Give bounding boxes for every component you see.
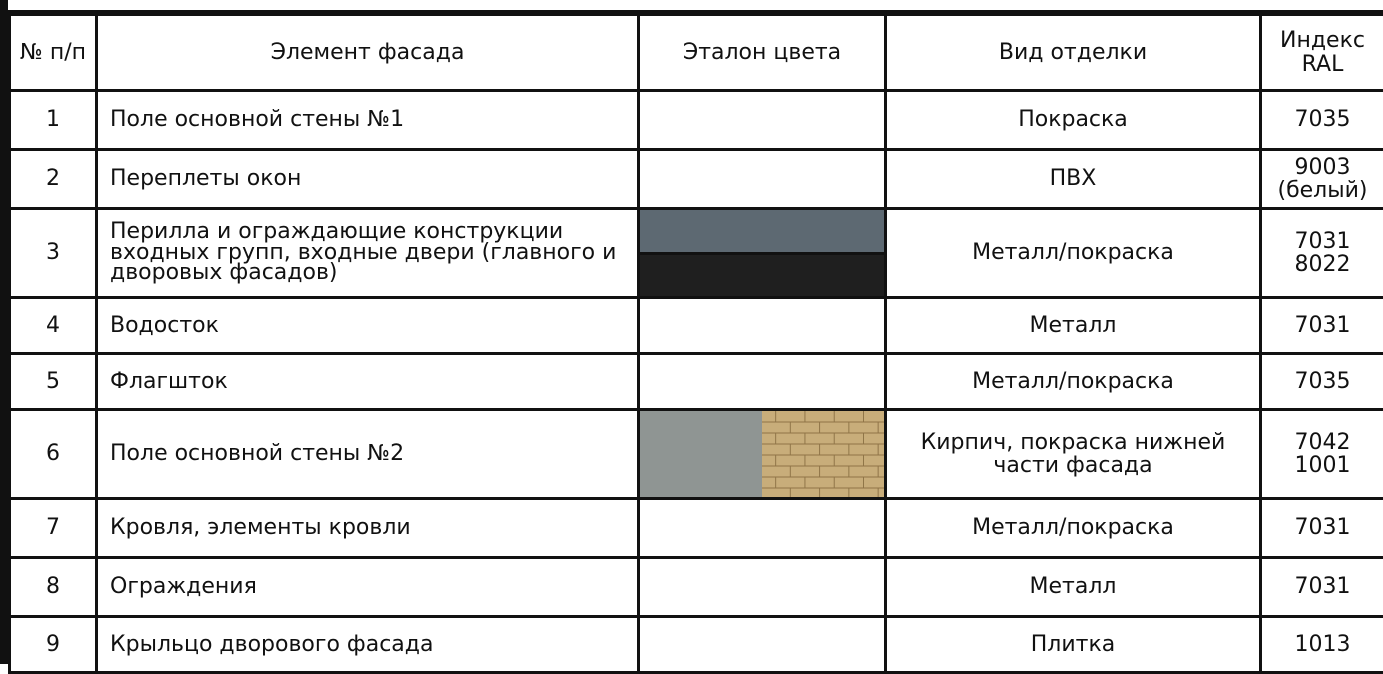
- table-row: [10, 617, 1383, 673]
- color-swatch: [639, 298, 886, 354]
- table-row: [10, 209, 1383, 298]
- color-swatch: [639, 150, 886, 209]
- table-row: [10, 150, 1383, 209]
- row-element: Ограждения: [97, 558, 639, 617]
- color-swatch: [639, 617, 886, 673]
- color-swatch: [639, 91, 886, 150]
- header-element: Элемент фасада: [97, 15, 639, 91]
- color-swatch: [639, 558, 886, 617]
- row-num: 1: [10, 91, 97, 150]
- header-color: Эталон цвета: [639, 15, 886, 91]
- left-border: [0, 0, 8, 664]
- table-header-row: [10, 15, 1383, 91]
- row-element: Крыльцо дворового фасада: [97, 617, 639, 673]
- color-swatch: [639, 410, 886, 499]
- row-num: 9: [10, 617, 97, 673]
- swatch-paint: [640, 411, 762, 497]
- swatch-brick: [762, 411, 884, 497]
- row-num: 8: [10, 558, 97, 617]
- table-row: [10, 499, 1383, 558]
- color-swatch: [639, 354, 886, 410]
- table-row: [10, 558, 1383, 617]
- row-ral: 7035: [1261, 91, 1383, 150]
- row-element: Переплеты окон: [97, 150, 639, 209]
- row-element: Поле основной стены №2: [97, 410, 639, 499]
- row-finish: Плитка: [886, 617, 1261, 673]
- header-finish: Вид отделки: [886, 15, 1261, 91]
- row-ral: 1013: [1261, 617, 1383, 673]
- color-swatch: [639, 209, 886, 298]
- row-finish: Металл/покраска: [886, 354, 1261, 410]
- row-element: Флагшток: [97, 354, 639, 410]
- row-element: Поле основной стены №1: [97, 91, 639, 150]
- row-num: 2: [10, 150, 97, 209]
- row-num: 5: [10, 354, 97, 410]
- row-finish: Металл: [886, 298, 1261, 354]
- table-row: [10, 91, 1383, 150]
- row-num: 3: [10, 209, 97, 298]
- row-element: Перилла и ограждающие конструкции входных групп, входные двери (главного и дворовых фасадов): [97, 209, 639, 298]
- row-finish: Металл/покраска: [886, 499, 1261, 558]
- table-row: [10, 410, 1383, 499]
- row-element: Кровля, элементы кровли: [97, 499, 639, 558]
- row-finish: Кирпич, покраска нижней части фасада: [886, 410, 1261, 499]
- row-finish: Покраска: [886, 91, 1261, 150]
- header-num: № п/п: [10, 15, 97, 91]
- table-row: [10, 354, 1383, 410]
- header-ral: Индекс RAL: [1261, 15, 1383, 91]
- row-finish: Металл: [886, 558, 1261, 617]
- facade-color-table: [8, 13, 1383, 674]
- row-ral: 7031: [1261, 558, 1383, 617]
- row-ral: 7035: [1261, 354, 1383, 410]
- row-ral: 7031: [1261, 499, 1383, 558]
- row-finish: ПВХ: [886, 150, 1261, 209]
- row-finish: Металл/покраска: [886, 209, 1261, 298]
- row-ral: 9003 (белый): [1261, 150, 1383, 209]
- color-swatch: [639, 499, 886, 558]
- row-ral: 7042 1001: [1261, 410, 1383, 499]
- row-ral: 7031 8022: [1261, 209, 1383, 298]
- row-num: 4: [10, 298, 97, 354]
- table-row: [10, 298, 1383, 354]
- row-num: 7: [10, 499, 97, 558]
- row-ral: 7031: [1261, 298, 1383, 354]
- row-element: Водосток: [97, 298, 639, 354]
- row-num: 6: [10, 410, 97, 499]
